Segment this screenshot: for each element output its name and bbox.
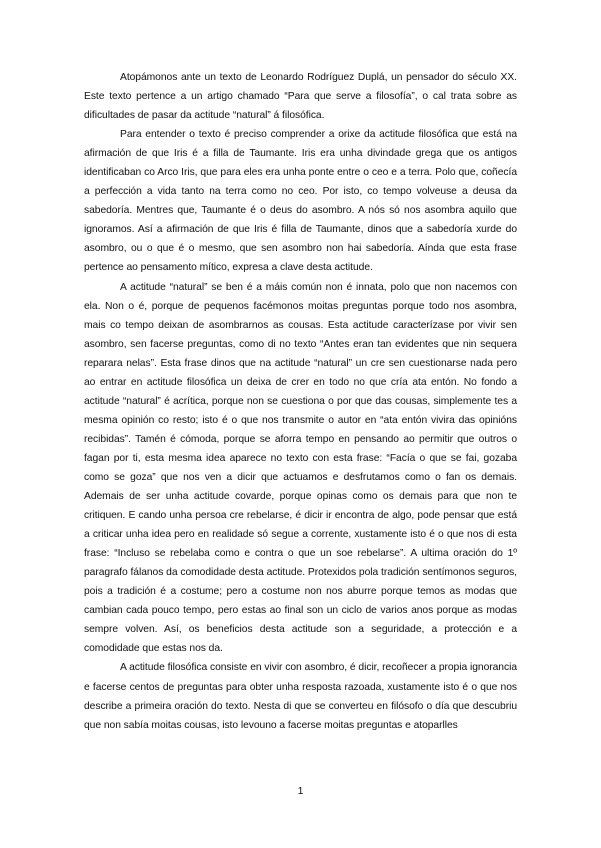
page-number: 1: [297, 785, 304, 797]
paragraph-intro: Atopámonos ante un texto de Leonardo Rodríguez Duplá, un pensador do século XX. Este texto pertence a un artigo chamado “Para que serve a filosofía”, o cal trata sobre as dificultades de pasar da actitude “natural” á filosófica.: [84, 72, 517, 122]
paragraph-philosophical-attitude: A actitude filosófica consiste en vivir con asombro, é dicir, recoñecer a propia ignorancia e facerse centos de preguntas para obter unha resposta razoada, xustamente isto é o que nos describe a primeira oración do texto. Nesta di que se converteu en filósofo o día que descubriu que non sabía moitas cousas, isto levouno a facerse moitas preguntas e atoparlles: [84, 662, 517, 731]
paragraph-natural-attitude: A actitude “natural” se ben é a máis común non é innata, polo que non nacemos con ela. Non o é, porque de pequenos facémonos moitas preguntas porque todo nos asombra, mais co tempo deixan de asombrarnos as cousas. Esta actitude caracterízase por vivir sen asombro, sen facerse preguntas, como di no texto “Antes eran tan evidentes que nin sequera reparara nelas”. Esta frase dinos que na actitude “natural” un cre sen cuestionarse nada pero ao entrar en actitude filosófica un deixa de crer en todo no que cría ata entón. No fondo a actitude “natural” é acrítica, porque non se cuestiona o por que das cousas, simplemente tes a mesma opinión co resto; isto é o que nos transmite o autor en “ata entón vivira das opinións recibidas”. Tamén é cómoda, porque se aforra tempo en pensando ao permitir que outros o fagan por ti, esta mesma idea aparece no texto con esta frase: “Facía o que se fai, gozaba como se goza” que nos ven a dicir que actuamos e desfrutamos como o fan os demais. Ademais de ser unha actitude covarde, porque opinas como os demais para que non te critiquen. E cando unha persoa cre rebelarse, é dicir ir encontra de algo, pode pensar que está a criticar unha idea pero en realidade só segue a corrente, xustamente isto é o que nos di esta frase: “Incluso se rebelaba como e contra o que un soe rebelarse”. A ultima oración do 1º paragrafo fálanos da comodidade desta actitude. Protexidos pola tradición sentímonos seguros, pois a tradición é a costume; pero a costume non nos aburre porque temos as modas que cambian cada pouco tempo, pero estas ao final son un ciclo de varios anos porque as modas sempre volven. Así, os beneficios desta actitude son a seguridade, a protección e a comodidade que estas nos da.: [84, 281, 517, 655]
document-body: [84, 68, 517, 735]
paragraph-origin: Para entender o texto é preciso comprender a orixe da actitude filosófica que está na afirmación de que Iris é a filla de Taumante. Iris era unha divindade grega que os antigos identificaban co Arco Iris, que para eles era unha ponte entre o ceo e a terra. Polo que, coñecía a perfección a vida tanto na terra como no ceo. Por isto, co tempo volveuse a deusa da sabedoría. Mentres que, Taumante é o deus do asombro. A nós só nos asombra aquilo que ignoramos. Así a afirmación de que Iris é filla de Taumante, dinos que a sabedoría xurde do asombro, ou o que é o mesmo, que sen asombro non hai sabedoría. Aínda que esta frase pertence ao pensamento mítico, expresa a clave desta actitude.: [84, 129, 517, 274]
